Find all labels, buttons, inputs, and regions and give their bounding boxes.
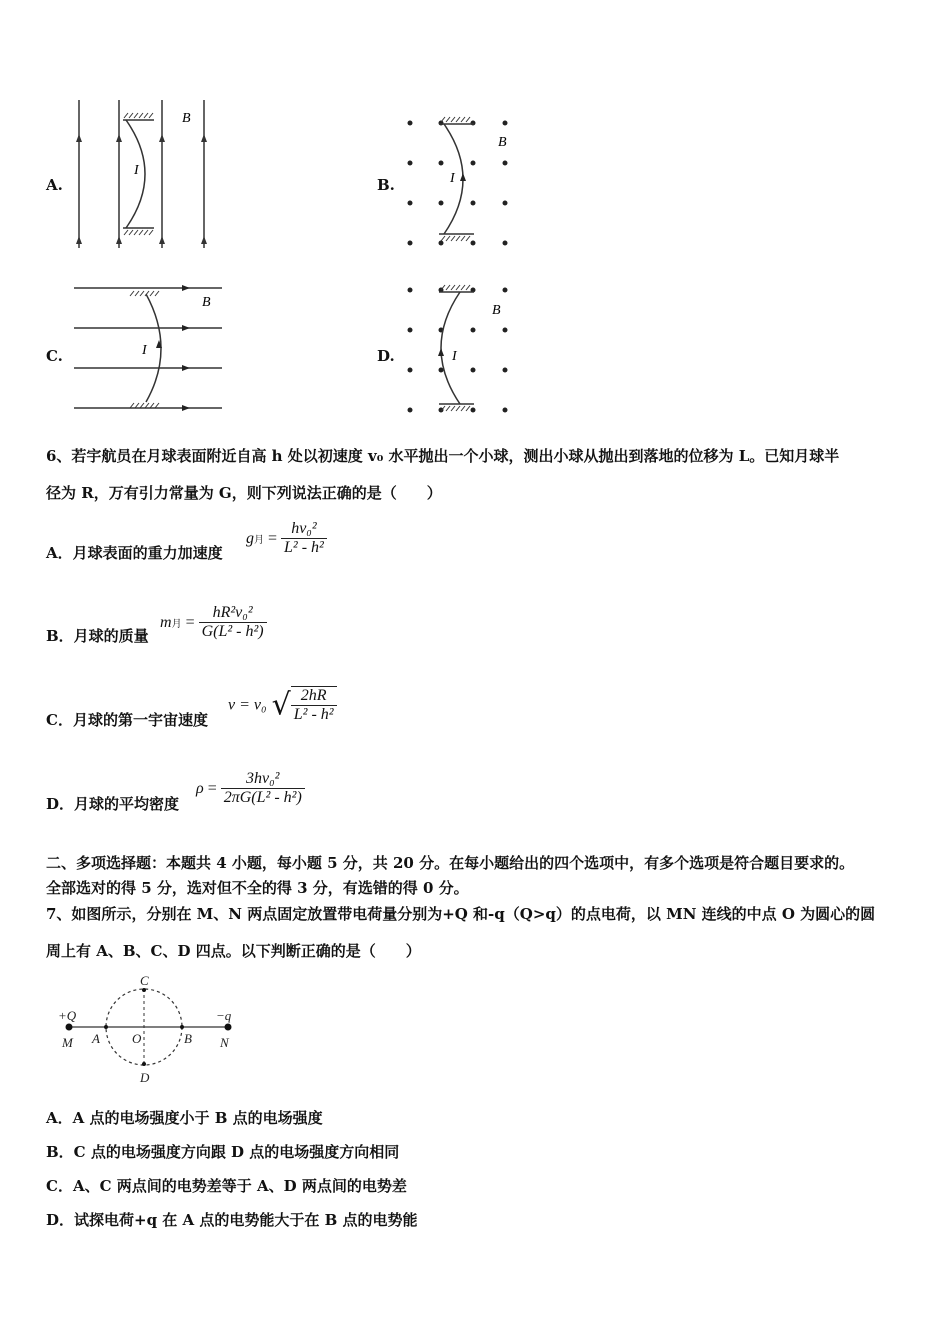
q6-option-c-text: C．月球的第一宇宙速度 bbox=[46, 711, 208, 729]
q7-option-d: D．试探电荷+q 在 A 点的电势能大于在 B 点的电势能 bbox=[46, 1211, 418, 1229]
svg-text:D: D bbox=[140, 1070, 150, 1085]
svg-text:N: N bbox=[220, 1035, 229, 1050]
q5-option-b-label: B. bbox=[377, 176, 395, 194]
q5-figure-a bbox=[66, 96, 216, 252]
current-label: I bbox=[134, 163, 139, 178]
q6-option-d bbox=[46, 793, 179, 814]
q6-formula-d: ρ = $\frac{\text{3hv₀²}}{\text{2πG(L² - h²)}}$ bbox=[196, 770, 305, 807]
q7-option-b: B．C 点的电场强度方向跟 D 点的电场强度方向相同 bbox=[46, 1143, 400, 1161]
q6-option-c bbox=[46, 709, 208, 730]
current-label: I bbox=[450, 171, 455, 186]
q6-stem-line1: 6、若宇航员在月球表面附近自高 h 处以初速度 v₀ 水平抛出一个小球，测出小球从抛出到落地的位移为 L。已知月球半 bbox=[46, 447, 840, 465]
current-label: I bbox=[452, 349, 457, 364]
q5-option-d-label: D. bbox=[377, 347, 395, 365]
svg-text:M: M bbox=[62, 1035, 73, 1050]
q6-stem-line2: 径为 R，万有引力常量为 G，则下列说法正确的是（ ） bbox=[46, 484, 442, 502]
current-label: I bbox=[142, 343, 147, 358]
q7-stem-line2: 周上有 A、B、C、D 四点。以下判断正确的是（ ） bbox=[46, 942, 421, 960]
field-label: B bbox=[182, 111, 191, 126]
section2-line2: 全部选对的得 5 分，选对但不全的得 3 分，有选错的得 0 分。 bbox=[46, 879, 469, 897]
q5-figure-c bbox=[70, 282, 230, 417]
q6-formula-a: g月 = $\frac{\text{hv₀²}}{\text{L² - h²}}$ bbox=[246, 520, 327, 557]
svg-text:A: A bbox=[92, 1031, 100, 1046]
q6-option-a bbox=[46, 542, 223, 563]
svg-text:O: O bbox=[132, 1031, 142, 1046]
svg-text:B: B bbox=[184, 1031, 192, 1046]
q7-figure bbox=[52, 970, 252, 1090]
svg-text:−q: −q bbox=[216, 1008, 232, 1023]
svg-text:+Q: +Q bbox=[58, 1008, 77, 1023]
q6-formula-c: v = v₀ √ $\frac{2hR}{\text{L² - h²}}$ bbox=[228, 686, 337, 724]
field-label: B bbox=[498, 135, 507, 150]
q5-figure-b bbox=[398, 110, 518, 252]
q7-stem-line1: 7、如图所示，分别在 M、N 两点固定放置带电荷量分别为+Q 和-q（Q>q）的点电荷，以 MN 连线的中点 O 为圆心的圆 bbox=[46, 905, 876, 923]
q6-formula-b: m月 = $\frac{\text{hR²v₀²}}{\text{G(L² - h²)}}$ bbox=[160, 604, 267, 641]
field-label: B bbox=[202, 295, 211, 310]
svg-text:C: C bbox=[140, 973, 149, 988]
section2-line1: 二、多项选择题：本题共 4 小题，每小题 5 分，共 20 分。在每小题给出的四个选项中，有多个选项是符合题目要求的。 bbox=[46, 854, 855, 872]
q6-option-b bbox=[46, 625, 149, 646]
q5-option-c-label: C. bbox=[46, 347, 63, 365]
q5-figure-d bbox=[398, 280, 518, 420]
field-label: B bbox=[492, 303, 501, 318]
q6-option-d-text: D．月球的平均密度 bbox=[46, 795, 180, 813]
q6-option-b-text: B．月球的质量 bbox=[46, 627, 149, 645]
q7-option-a: A．A 点的电场强度小于 B 点的电场强度 bbox=[46, 1109, 323, 1127]
q7-option-c: C．A、C 两点间的电势差等于 A、D 两点间的电势差 bbox=[46, 1177, 407, 1195]
q5-option-a-label: A. bbox=[46, 176, 63, 194]
q6-option-a-text: A．月球表面的重力加速度 bbox=[46, 544, 223, 562]
